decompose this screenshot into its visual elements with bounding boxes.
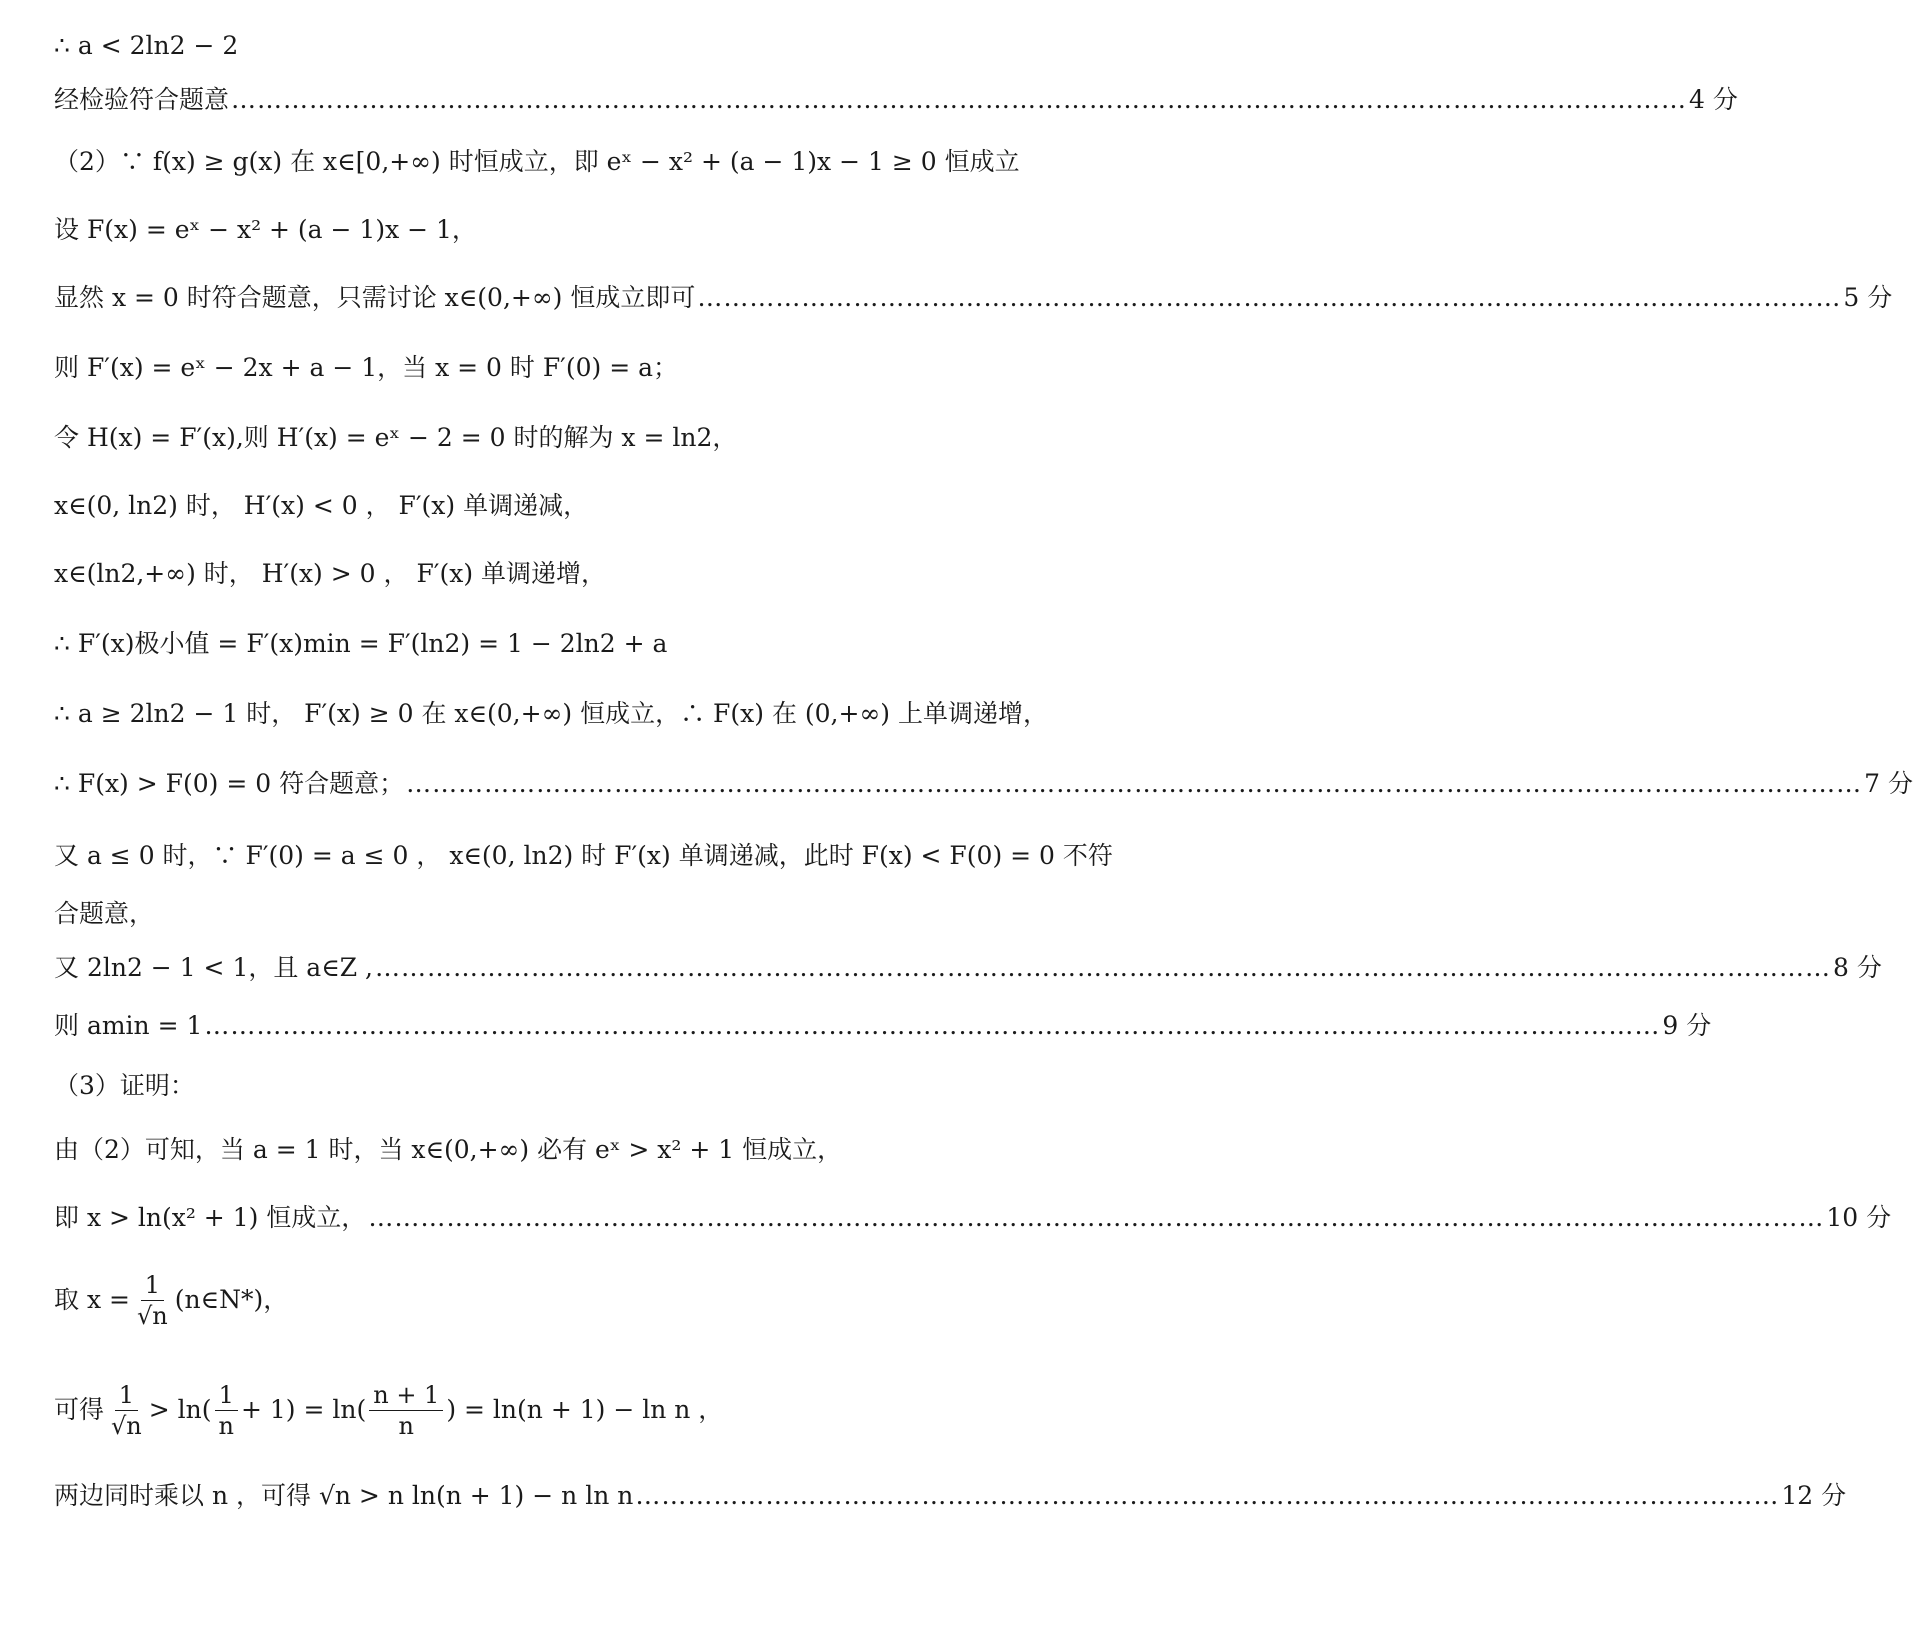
line-1 <box>54 28 1020 64</box>
line-text: 由（2）可知，当 a = 1 时，当 x∈(0,+∞) 必有 eˣ > x² + 1 恒成立， <box>54 1135 843 1164</box>
line-4 <box>54 212 1020 248</box>
score-label: 4 分 <box>1689 85 1738 114</box>
line-take-x <box>54 1260 1020 1340</box>
line-text: 两边同时乘以 n ，可得 √n > n ln(n + 1) − n ln n <box>54 1481 634 1510</box>
line-text: ∴ a < 2ln2 − 2 <box>54 31 239 60</box>
line-14 <box>54 896 1020 932</box>
leader-dots: …………………………………………………………………………………………………………………………………………………… <box>231 85 1688 114</box>
line-12 <box>54 766 1913 802</box>
line-text: 设 F(x) = eˣ − x² + (a − 1)x − 1， <box>54 215 477 244</box>
denominator: √n <box>136 1301 168 1330</box>
score-label: 12 分 <box>1781 1481 1847 1510</box>
line-16 <box>54 1008 1712 1044</box>
line-text: 显然 x = 0 时符合题意，只需讨论 x∈(0,+∞) 恒成立即可 <box>54 283 696 312</box>
leader-dots: …………………………………………………………………………………………………………………… <box>697 283 1842 312</box>
line-6 <box>54 350 1020 386</box>
line-final <box>54 1478 1847 1514</box>
line-text: （2）∵ f(x) ≥ g(x) 在 x∈[0,+∞) 时恒成立，即 eˣ − x² + (a − 1)x − 1 ≥ 0 恒成立 <box>54 147 1020 176</box>
fraction <box>107 1380 146 1441</box>
line-text: + 1) = ln( <box>240 1395 367 1424</box>
fraction <box>133 1270 172 1331</box>
line-2 <box>54 82 1738 118</box>
line-text: ∴ F′(x)极小值 = F′(x)min = F′(ln2) = 1 − 2ln2 + a <box>54 629 668 658</box>
score-label: 10 分 <box>1826 1203 1892 1232</box>
score-label: 9 分 <box>1662 1011 1712 1040</box>
line-text: ∴ a ≥ 2ln2 − 1 时， F′(x) ≥ 0 在 x∈(0,+∞) 恒成立，∴ F(x) 在 (0,+∞) 上单调递增， <box>54 699 1048 728</box>
line-3 <box>54 144 1020 180</box>
line-text: 则 amin = 1 <box>54 1011 203 1040</box>
leader-dots: …………………………………………………………………………………………………………………………………………………… <box>406 769 1863 798</box>
leader-dots: …………………………………………………………………………………………………………………………………………………… <box>204 1011 1661 1040</box>
line-15 <box>54 950 1882 986</box>
line-obtain <box>54 1370 1020 1450</box>
line-text: 即 x > ln(x² + 1) 恒成立， <box>54 1203 367 1232</box>
line-text: （3）证明： <box>54 1071 195 1100</box>
line-text: ∴ F(x) > F(0) = 0 符合题意； <box>54 769 405 798</box>
leader-dots: …………………………………………………………………………………………………………………… <box>635 1481 1780 1510</box>
line-text: 令 H(x) = F′(x),则 H′(x) = eˣ − 2 = 0 时的解为 x = ln2， <box>54 423 738 452</box>
line-17 <box>54 1068 1020 1104</box>
line-text: (n∈N*)， <box>174 1285 289 1314</box>
line-19 <box>54 1200 1892 1236</box>
numerator: 1 <box>215 1380 238 1411</box>
score-label: 7 分 <box>1864 769 1913 798</box>
line-text: 又 a ≤ 0 时，∵ F′(0) = a ≤ 0 ， x∈(0, ln2) 时 F′(x) 单调递减，此时 F(x) < F(0) = 0 不符 <box>54 841 1113 870</box>
fraction <box>215 1380 238 1441</box>
line-text: x∈(0, ln2) 时， H′(x) < 0 ， F′(x) 单调递减， <box>54 491 589 520</box>
line-18 <box>54 1132 1020 1168</box>
score-label: 5 分 <box>1843 283 1893 312</box>
line-text: 可得 <box>54 1395 105 1424</box>
denominator: √n <box>111 1411 142 1440</box>
line-text: 合题意， <box>54 899 155 928</box>
leader-dots: …………………………………………………………………………………………………………………………………………………… <box>368 1203 1825 1232</box>
score-label: 8 分 <box>1832 953 1882 982</box>
line-text: 经检验符合题意 <box>54 85 230 114</box>
line-11 <box>54 696 1048 732</box>
line-5 <box>54 280 1893 316</box>
line-10 <box>54 626 1020 662</box>
line-text: 又 2ln2 − 1 < 1，且 a∈Z , <box>54 953 373 982</box>
line-7 <box>54 420 1020 456</box>
denominator: n <box>398 1411 415 1440</box>
line-text: x∈(ln2,+∞) 时， H′(x) > 0 ， F′(x) 单调递增， <box>54 559 607 588</box>
line-8 <box>54 488 1020 524</box>
line-13 <box>54 838 1113 874</box>
denominator: n <box>218 1411 234 1440</box>
numerator: n + 1 <box>369 1380 443 1411</box>
line-text: > ln( <box>148 1395 212 1424</box>
line-text: 取 x = <box>54 1285 130 1314</box>
numerator: 1 <box>115 1380 138 1411</box>
leader-dots: …………………………………………………………………………………………………………………………………………………… <box>374 953 1831 982</box>
numerator: 1 <box>141 1270 164 1301</box>
fraction <box>369 1380 443 1441</box>
line-9 <box>54 556 1020 592</box>
line-text: 则 F′(x) = eˣ − 2x + a − 1，当 x = 0 时 F′(0) = a； <box>54 353 679 382</box>
line-text: ) = ln(n + 1) − ln n ， <box>446 1395 724 1424</box>
